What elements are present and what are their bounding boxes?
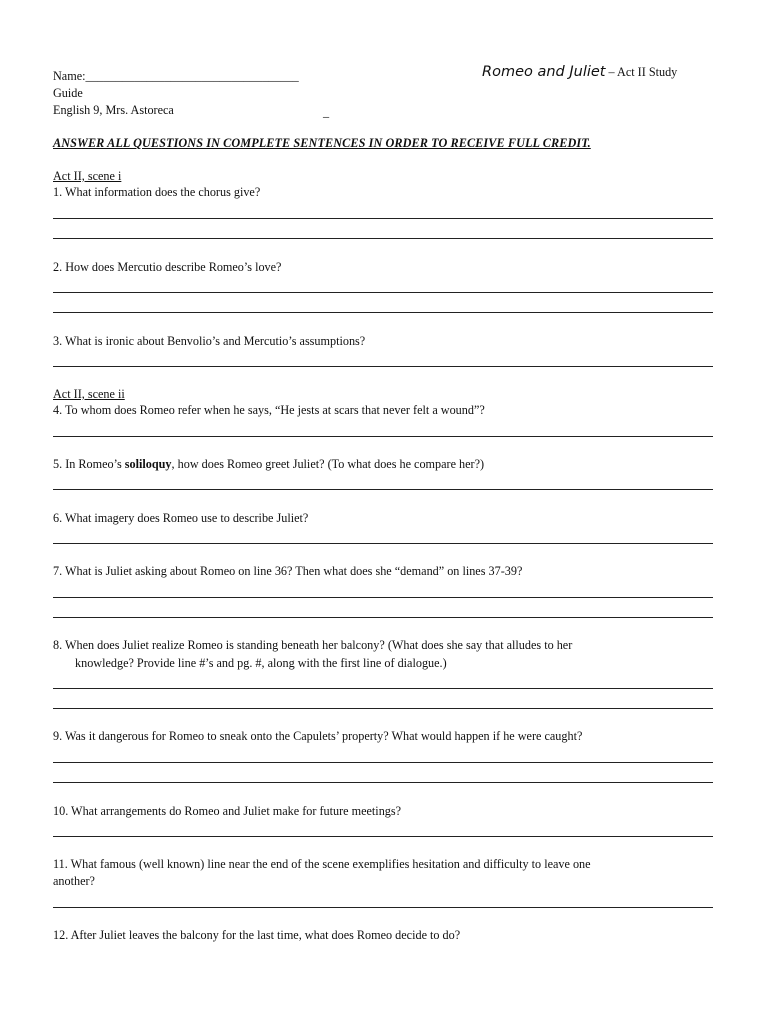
class-label: English 9, Mrs. Astoreca: [53, 103, 174, 117]
question-1: 1. What information does the chorus give?: [53, 185, 261, 199]
question-2: 2. How does Mercutio describe Romeo’s love?: [53, 260, 282, 274]
question-6: 6. What imagery does Romeo use to describe Juliet?: [53, 511, 309, 525]
worksheet-title: [482, 64, 677, 80]
answer-line[interactable]: [53, 218, 713, 219]
question-9: 9. Was it dangerous for Romeo to sneak onto the Capulets’ property? What would happen if he were caught?: [53, 729, 583, 743]
answer-line[interactable]: [53, 238, 713, 239]
answer-line[interactable]: [53, 708, 713, 709]
question-4: 4. To whom does Romeo refer when he says, “He jests at scars that never felt a wound”?: [53, 403, 485, 417]
question-5: [53, 456, 484, 472]
question-12: 12. After Juliet leaves the balcony for the last time, what does Romeo decide to do?: [53, 928, 461, 942]
question-7: 7. What is Juliet asking about Romeo on line 36? Then what does she “demand” on lines 37-39?: [53, 564, 523, 578]
answer-line[interactable]: [53, 762, 713, 763]
section-heading-scene-i: Act II, scene i: [53, 169, 122, 183]
answer-line[interactable]: [53, 366, 713, 367]
guide-label: Guide: [53, 86, 83, 100]
question-11-line-2: another?: [53, 874, 95, 888]
answer-line[interactable]: [53, 312, 713, 313]
instructions-heading: ANSWER ALL QUESTIONS IN COMPLETE SENTENCES IN ORDER TO RECEIVE FULL CREDIT.: [53, 136, 591, 150]
question-5-suffix: , how does Romeo greet Juliet? (To what does he compare her?): [171, 457, 485, 471]
answer-line[interactable]: [53, 543, 713, 544]
title-play-name: Romeo and Juliet: [482, 64, 606, 80]
question-8-line-1: 8. When does Juliet realize Romeo is standing beneath her balcony? (What does she say that alludes to her: [53, 638, 573, 652]
question-5-prefix: 5. In Romeo’s: [53, 457, 125, 471]
question-11-line-1: 11. What famous (well known) line near the end of the scene exemplifies hesitation and difficulty to leave one: [53, 857, 591, 871]
answer-line[interactable]: [53, 782, 713, 783]
answer-line[interactable]: [53, 436, 713, 437]
answer-line[interactable]: [53, 617, 713, 618]
answer-line[interactable]: [53, 489, 713, 490]
answer-line[interactable]: [53, 836, 713, 837]
section-heading-scene-ii: Act II, scene ii: [53, 387, 125, 401]
answer-line[interactable]: [53, 292, 713, 293]
answer-line[interactable]: [53, 688, 713, 689]
question-3: 3. What is ironic about Benvolio’s and Mercutio’s assumptions?: [53, 334, 366, 348]
question-8-line-2: knowledge? Provide line #’s and pg. #, along with the first line of dialogue.): [75, 656, 447, 670]
title-subtitle: – Act II Study: [605, 65, 678, 79]
name-field-label: Name:___________________________________: [53, 69, 299, 83]
stray-underscore: _: [323, 105, 330, 119]
answer-line[interactable]: [53, 907, 713, 908]
answer-line[interactable]: [53, 597, 713, 598]
question-5-term: soliloquy: [124, 457, 172, 471]
question-10: 10. What arrangements do Romeo and Juliet make for future meetings?: [53, 804, 402, 818]
